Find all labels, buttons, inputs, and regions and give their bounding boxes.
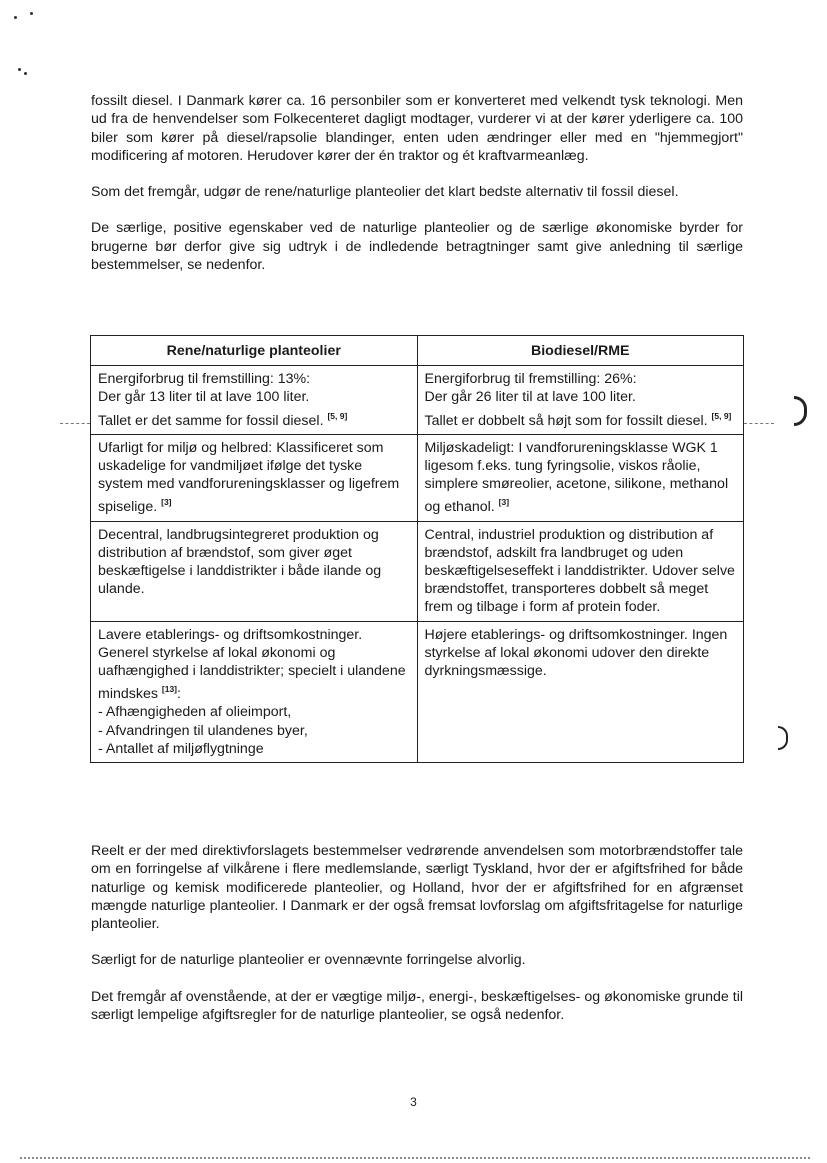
table-cell: Energiforbrug til fremstilling: 26%: Der går 26 liter til at lave 100 liter. Tallet er dobbelt så højt som for fossilt diesel. [5, 9] [417, 366, 744, 435]
citation-ref: [3] [498, 497, 510, 508]
table-row [91, 521, 744, 621]
table-cell: Energiforbrug til fremstilling: 13%: Der går 13 liter til at lave 100 liter. Tallet er det samme for fossil diesel. [5, 9] [91, 366, 418, 435]
scan-dashed-line [60, 423, 90, 424]
intro-paragraph: fossilt diesel. I Danmark kører ca. 16 personbiler som er konverteret med velkendt tysk teknologi. Men ud fra de henvendelser som Folkecenteret dagligt modtager, vurderer vi at der kører yderligere ca. 100 biler som kører på diesel/rapsolie blandinger, enten uden ændringer eller med en "hjemmegjort" modificering af motoren. Herudover kører der én traktor og ét kraftvarmeanlæg. [91, 93, 743, 164]
table-cell: Miljøskadeligt: I vandforureningsklasse WGK 1 ligesom f.eks. tung fyringsolie, viskos råolie, simplere smøreolier, acetone, silikone, methanol og ethanol. [3] [417, 434, 744, 521]
table-cell: Højere etablerings- og driftsomkostninger. Ingen styrkelse af lokal økonomi udover den direkte dyrkningsmæssige. [417, 621, 744, 762]
intro-paragraph: De særlige, positive egenskaber ved de naturlige planteolier og de særlige økonomiske byrder for brugerne bør derfor give sig udtryk i de indledende betragtninger samt give anledning til særlige bestemmelser, se nedenfor. [91, 220, 743, 274]
intro-section [91, 92, 743, 274]
scan-dashed-line [744, 423, 774, 424]
comparison-table [90, 335, 744, 763]
citation-ref: [5, 9] [327, 410, 348, 421]
header-biodiesel: Biodiesel/RME [417, 336, 744, 366]
closing-paragraph: Særligt for de naturlige planteolier er ovennævnte forringelse alvorlig. [91, 952, 526, 969]
scan-speck [18, 68, 21, 71]
table-cell: Decentral, landbrugsintegreret produktion og distribution af brændstof, som giver øget beskæftigelse i landdistrikter i både ilande og ulande. [91, 521, 418, 621]
scan-bottom-edge [20, 1157, 810, 1159]
intro-paragraph: Som det fremgår, udgør de rene/naturlige planteolier det klart bedste alternativ til fossil diesel. [91, 184, 679, 201]
list-item: - Antallet af miljøflygtninge [98, 740, 264, 757]
list-item: - Afvandringen til ulandenes byer, [98, 722, 308, 739]
scan-speck [24, 72, 27, 75]
table-row [91, 434, 744, 521]
citation-ref: [3] [161, 497, 172, 508]
table-cell: Lavere etablerings- og driftsomkostninger. Generel styrkelse af lokal økonomi og uafhængighed i landdistrikter; specielt i ulandene mindskes [13]: - Afhængigheden af olieimport, - Afvandringen til ulandenes byer, - Antallet af miljøflygtninge [91, 621, 418, 762]
closing-section [91, 842, 743, 1024]
citation-ref: [13] [161, 684, 178, 695]
closing-paragraph: Det fremgår af ovenstående, at der er vægtige miljø-, energi-, beskæftigelses- og økonomiske grunde til særligt lempelige afgiftsregler for de naturlige planteolier, se også nedenfor. [91, 988, 743, 1024]
list-item: - Afhængigheden af olieimport, [98, 704, 292, 721]
page-number: 3 [410, 1095, 417, 1109]
table-cell: Ufarligt for miljø og helbred: Klassificeret som uskadelige for vandmiljøet ifølge det tyske system med vandforureningsklasser og ligefrem spiselige. [3] [91, 434, 418, 521]
scan-speck [30, 12, 33, 15]
punch-hole-mark [778, 726, 788, 750]
closing-paragraph: Reelt er der med direktivforslagets bestemmelser vedrørende anvendelsen som motorbrændstoffer tale om en forringelse af vilkårene i flere medlemslande, særligt Tyskland, hvor der er afgiftsfrihed for både naturlige og kemisk modificerede planteolier, og Holland, hvor der er afgiftsfrihed for en afgrænset mængde naturlige planteolier. I Danmark er der også fremsat lovforslag om afgiftsfritagelse for naturlige planteolier. [91, 843, 743, 933]
table-header-row [91, 336, 744, 366]
scan-speck [14, 16, 17, 19]
table-row [91, 366, 744, 435]
punch-hole-mark [794, 396, 807, 426]
table-row [91, 621, 744, 762]
header-natural-oils: Rene/naturlige planteolier [91, 336, 418, 366]
citation-ref: [5, 9] [711, 410, 732, 421]
table-cell: Central, industriel produktion og distribution af brændstof, adskilt fra landbruget og uden beskæftigelseseffekt i landdistrikter. Udover selve brændstoffet, transporteres dobbelt så meget frem og tilbage i form af protein foder. [417, 521, 744, 621]
